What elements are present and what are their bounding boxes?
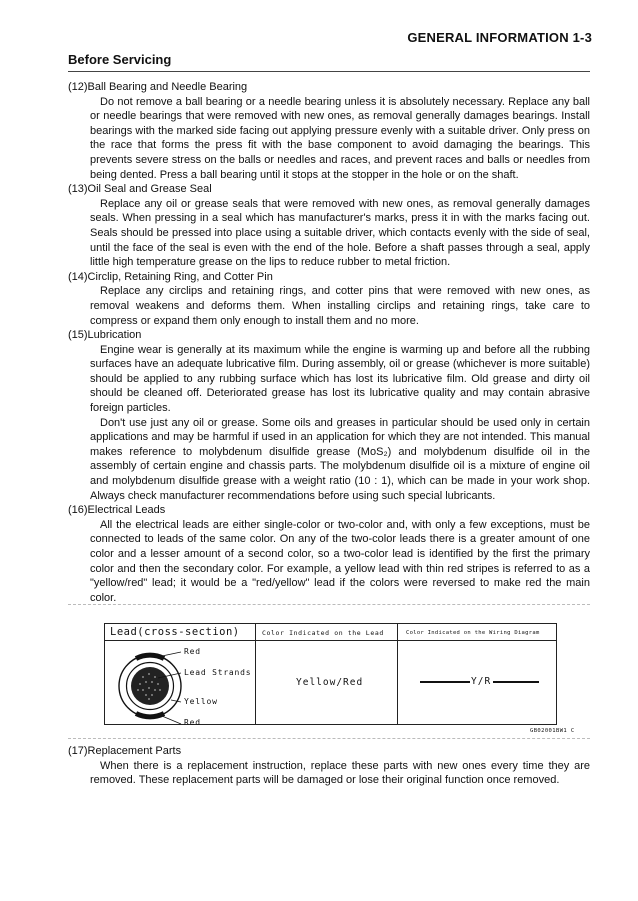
item-14-paragraph: Replace any circlips and retaining rings, and cotter pins that were removed with new ones, as removal weakens and deforms them. When installing circlips and retaining rings, take care to compress or expand them only enough to install them and no more. [90, 285, 590, 327]
item-13-title: (13)Oil Seal and Grease Seal [68, 183, 212, 196]
item-17-title: (17)Replacement Parts [68, 745, 182, 757]
item-13-paragraph: Replace any oil or grease seals that were removed with new ones, as removal generally damages seals. When pressing in a seal which has manufacturer's marks, press it in with the marks facing out. Seals should be pressed into place using a suitable driver, which contacts evenly with the side of seal, until the face of the seal is even with the end of the hole. Before a shaft passes through a seal, apply little high temperature grease on the lips to reduce rubber to metal friction. [90, 197, 590, 269]
figure-code: GB02001BW1 C [530, 728, 575, 734]
item-16-title: (16)Electrical Leads [68, 504, 166, 517]
label-yellow: Yellow [184, 697, 218, 706]
figure-bottom-border [68, 738, 590, 739]
item-12-paragraph: Do not remove a ball bearing or a needle bearing unless it is absolutely necessary. Replace any ball or needle bearings that were removed with new ones, as removal generally damages bearings. Install bearings with the marked side facing out applying pressure evenly with a suitable driver. Only press on the race that forms the press fit with the base component to avoid damaging the bearings. This prevents severe stress on the balls or needles and races, and prevent races and balls or needles from being dented. Press a ball bearing until it stops at the stopper in the hole or on the shaft. [90, 95, 590, 181]
label-red-top: Red [184, 647, 201, 656]
lead-color-value: Yellow/Red [296, 677, 364, 688]
item-17-block [68, 744, 590, 788]
diagram-line-right [493, 681, 539, 683]
item-15-title: (15)Lubrication [68, 329, 142, 342]
item-15-paragraph-2: Don't use just any oil or grease. Some oils and greases in particular should be used only in certain applications and may be harmful if used in an application for which they are not intended. This manual makes reference to molybdenum disulfide grease (MoS₂) and molybdenum disulfide oil in the assembly of certain engine and chassis parts. The molybdenum disulfide oil is a mixture of engine oil and molybdenum disulfide grease with a weight ratio (10 : 1), which can be made in your work shop. Always check manufacturer recommendations before using such special lubricants. [90, 416, 590, 502]
lead-color-column [256, 624, 398, 724]
cross-section-header: Lead(cross-section) [105, 626, 255, 641]
item-12-title: (12)Ball Bearing and Needle Bearing [68, 81, 248, 93]
lead-cross-section-column [105, 624, 256, 727]
item-15-paragraph-1: Engine wear is generally at its maximum while the engine is warming up and before all the rubbing surfaces have an adequate lubricative film. During assembly, oil or grease (whichever is more suitable) should be applied to any rubbing surface which has lost its lubricative film. Old grease and dirty oil should be cleaned off. Deteriorated grease has lost its lubricative quality and may contain abrasive foreign particles. [90, 343, 590, 415]
section-title: Before Servicing [68, 52, 172, 67]
section-rule [68, 71, 590, 72]
diagram-color-header: Color Indicated on the Wiring Diagram [398, 626, 556, 641]
item-17-paragraph: When there is a replacement instruction, replace these parts with new ones every time they are removed. These replacement parts will be damaged or lose their original function once removed. [90, 759, 590, 787]
label-lead-strands: Lead Strands [184, 668, 252, 677]
label-red-bottom: Red [184, 718, 201, 727]
diagram-line-left [420, 681, 470, 683]
wiring-color-figure [104, 623, 557, 725]
item-16-paragraph: All the electrical leads are either single-color or two-color and, with only a few exceptions, must be connected to leads of the same color. On any of the two-color leads there is a greater amount of one color and a lesser amount of a second color, so a two-color lead is identified by the first the primary color and then the secondary color. For example, a yellow lead with thin red stripes is referred to as a "yellow/red" lead; it would be a "red/yellow" lead if the colors were reversed to make red the main color. [90, 518, 590, 604]
body-text [68, 80, 590, 605]
page-header: GENERAL INFORMATION 1-3 [407, 30, 592, 45]
lead-cross-section-icon [105, 640, 256, 726]
lead-color-header: Color Indicated on the Lead [256, 626, 397, 641]
figure-top-border [68, 604, 590, 605]
item-14-title: (14)Circlip, Retaining Ring, and Cotter Pin [68, 270, 273, 283]
diagram-color-column [398, 624, 556, 724]
diagram-code-value: Y/R [471, 676, 492, 687]
